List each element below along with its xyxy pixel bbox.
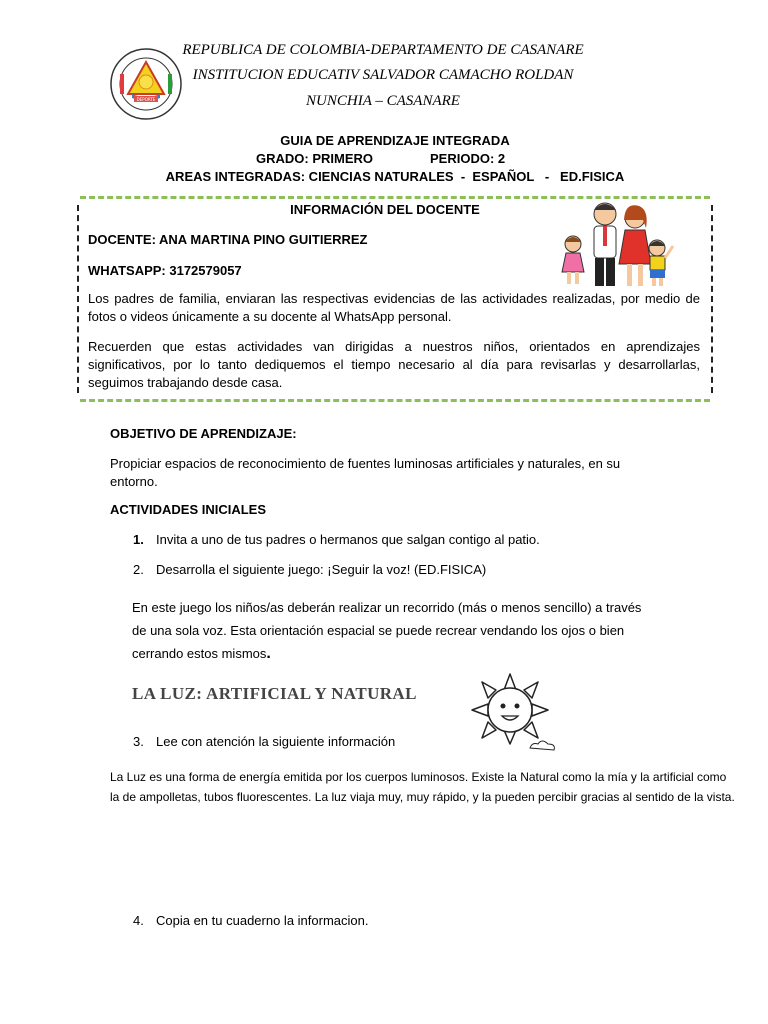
guide-title: GUIA DE APRENDIZAJE INTEGRADA <box>280 133 510 148</box>
item2-number: 2. <box>133 562 144 577</box>
item4-number: 4. <box>133 913 144 928</box>
item1-number: 1. <box>133 532 144 547</box>
section-title: LA LUZ: ARTIFICIAL Y NATURAL <box>132 684 417 703</box>
item3-text: Lee con atención la siguiente información <box>156 734 396 749</box>
family-icon <box>553 198 678 290</box>
sun-icon <box>468 672 560 756</box>
item4-text: Copia en tu cuaderno la informacion. <box>156 913 369 928</box>
item1-text: Invita a uno de tus padres o hermanos que salgan contigo al patio. <box>156 532 540 547</box>
sun-illustration <box>468 672 560 756</box>
svg-text:DEPORTE: DEPORTE <box>136 97 156 102</box>
objective-text: Propiciar espacios de reconocimiento de fuentes luminosas artificiales y naturales, en su entorno. <box>110 456 621 489</box>
teacher-box-title: INFORMACIÓN DEL DOCENTE <box>290 202 480 217</box>
teacher-whatsapp: WHATSAPP: 3172579057 <box>88 263 242 278</box>
teacher-name: DOCENTE: ANA MARTINA PINO GUITIERREZ <box>88 232 368 247</box>
header-institution: INSTITUCION EDUCATIV SALVADOR CAMACHO ROLDAN <box>192 67 574 83</box>
objective-title: OBJETIVO DE APRENDIZAJE: <box>110 426 297 441</box>
light-info-text: La Luz es una forma de energía emitida por los cuerpos luminosos. Existe la Natural como la mía y la artificial como la de ampolletas, tubos fluorescentes. La luz viaja muy, muy rápido, y la pueden percibir gracias al sentido de la vista. <box>110 770 735 804</box>
guide-areas: AREAS INTEGRADAS: CIENCIAS NATURALES - ESPAÑOL - ED.FISICA <box>165 169 625 184</box>
activities-title: ACTIVIDADES INICIALES <box>110 502 267 517</box>
item3-number: 3. <box>133 734 144 749</box>
teacher-para-1: Los padres de familia, enviaran las respectivas evidencias de las actividades realizadas, por medio de fotos o videos únicamente a su docente al WhatsApp personal. <box>88 291 700 324</box>
guide-grade: GRADO: PRIMERO <box>256 151 373 166</box>
header-republic: REPUBLICA DE COLOMBIA-DEPARTAMENTO DE CASANARE <box>182 42 584 58</box>
teacher-para-2: Recuerden que estas actividades van dirigidas a nuestros niños, orientados en aprendizajes significativos, por lo tanto dediquemos el tiempo necesario al día para revisarlas y desarrollarlas, seguimos trabajando desde casa. <box>88 339 700 390</box>
game-description: En este juego los niños/as deberán realizar un recorrido (más o menos sencillo) a través de una sola voz. Esta orientación espacial se puede recrear vendando los ojos o bien cerrando estos mismos. <box>132 600 642 662</box>
family-illustration <box>553 198 678 290</box>
item2-text: Desarrolla el siguiente juego: ¡Seguir la voz! (ED.FISICA) <box>156 562 487 577</box>
guide-period: PERIODO: 2 <box>430 151 506 166</box>
header-city: NUNCHIA – CASANARE <box>306 93 460 109</box>
